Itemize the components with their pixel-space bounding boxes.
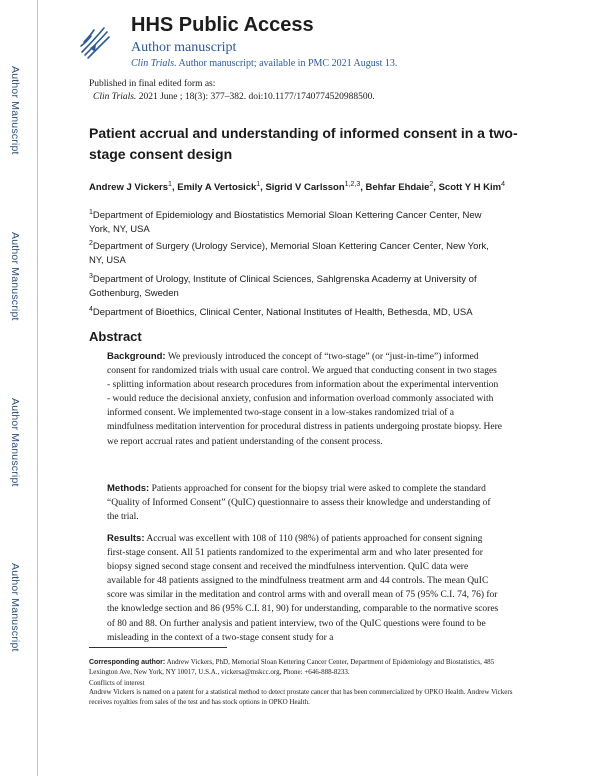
author-affiliation-sup: 1,2,3 [344, 181, 361, 188]
corresponding-label: Corresponding author: [89, 659, 166, 666]
side-label-author-manuscript: Author Manuscript [9, 232, 21, 321]
author-list [89, 178, 509, 195]
journal-name: Clin Trials. [131, 58, 177, 69]
published-label: Published in final edited form as: [89, 79, 216, 89]
citation-details: 2021 June ; 18(3): 377–382. doi:10.1177/1740774520988500. [138, 92, 375, 102]
conflicts-text: Andrew Vickers is named on a patent for a statistical method to detect prostate cancer that has been commercialized by OPKO Health. Andrew Vickers receives royalties from sales of the test and has stock options in OPKO Health. [89, 688, 513, 706]
hhs-public-access-title: HHS Public Access [131, 14, 314, 36]
affiliation [89, 303, 499, 320]
citation-line [89, 91, 375, 104]
article-title: Patient accrual and understanding of informed consent in a two-stage consent design [89, 125, 518, 162]
section-label: Methods: [107, 483, 150, 494]
author-separator: , [260, 182, 266, 194]
author-separator: , [171, 182, 178, 194]
side-label-author-manuscript: Author Manuscript [9, 66, 21, 155]
affiliation-text: Department of Epidemiology and Biostatistics Memorial Sloan Kettering Cancer Center, New York, NY, USA [89, 210, 482, 236]
footnote-divider [89, 647, 227, 648]
section-text: Accrual was excellent with 108 of 110 (98%) of patients approached for consent signing first-stage consent. All 51 patients randomized to the experimental arm and who later presented for biopsy signed second stage consent and received the mindfulness intervention. QuIC data were available for 48 patients assigned to the mindfulness treatment arm and 44 controls. The mean QuIC score was similar in the meditation and control arms with and overall mean of 75 (95% C.I. 74, 76) for the knowledge section and 86 (95% C.I. 81, 90) for understanding, comparable to the normative scores of 80 and 88. On further analysis and patient interview, two of the QuIC questions were found to be misleading in the context of a two-stage consent study for a [107, 534, 499, 643]
section-text: We previously introduced the concept of “two-stage” (or “just-in-time”) informed consent for randomized trials with usual care control. We argued that conducting consent in two stages - splitting information about research procedures from information about the experimental intervention - would reduce the decisional anxiety, confusion and information overload commonly associated with informed consent. We implemented two-stage consent in a low-stakes randomized trial of a mindfulness meditation intervention for procedural distress in patients undergoing prostate biopsy. Here we report accrual rates and patient understanding of the consent process. [107, 352, 502, 447]
abstract-heading: Abstract [89, 329, 142, 344]
author-name: Behfar Ehdaie [365, 182, 430, 194]
affiliation-sup: 4 [89, 306, 93, 313]
hhs-eagle-logo-icon [78, 22, 112, 62]
affiliation-text: Department of Bioethics, Clinical Center, National Institutes of Health, Bethesda, MD, USA [92, 307, 473, 319]
author-affiliation-sup: 1 [168, 181, 172, 188]
affiliation [89, 206, 499, 237]
author-affiliation-sup: 1 [256, 181, 261, 188]
author-name: Andrew J Vickers [89, 182, 169, 194]
citation-journal: Clin Trials. [93, 92, 137, 102]
side-label-author-manuscript: Author Manuscript [9, 563, 21, 652]
section-text: Patients approached for consent for the biopsy trial were asked to complete the standard “Quality of Informed Consent” (QuIC) questionnaire to assess their knowledge and understanding of the trial. [107, 484, 491, 523]
side-label-author-manuscript: Author Manuscript [9, 398, 21, 487]
corresponding-text: Andrew Vickers, PhD, Memorial Sloan Kettering Cancer Center, Department of Epidemiology and Biostatistics, 485 Lexington Ave, New York, NY 10017, U.S.A., vickersa@mskcc.org, Phone: +646-888-8233. [89, 658, 495, 676]
author-separator: , [360, 182, 366, 194]
affiliation-sup: 2 [89, 240, 93, 247]
availability-text: Author manuscript; available in PMC 2021 August 13. [178, 58, 398, 69]
author-affiliation-sup: 2 [429, 181, 434, 188]
author-affiliation-sup: 4 [501, 181, 505, 188]
author-separator: , [433, 182, 439, 194]
availability-line [131, 58, 397, 69]
margin-divider [37, 0, 38, 776]
affiliation-text: Department of Urology, Institute of Clinical Sciences, Sahlgrenska Academy at University of Gothenburg, Sweden [89, 274, 477, 300]
abstract-results [107, 532, 502, 645]
publication-info [89, 78, 375, 104]
corresponding-author-note [89, 658, 519, 677]
section-label: Background: [107, 351, 166, 362]
author-name: Emily A Vertosick [177, 182, 257, 194]
section-label: Results: [107, 533, 145, 544]
author-name: Sigrid V Carlsson [265, 182, 345, 194]
abstract-background [107, 350, 502, 449]
author-manuscript-subtitle: Author manuscript [131, 40, 237, 55]
affiliation [89, 270, 499, 301]
affiliation-text: Department of Surgery (Urology Service), Memorial Sloan Kettering Cancer Center, New York, NY, USA [89, 241, 489, 267]
author-name: Scott Y H Kim [438, 182, 502, 194]
conflicts-heading: Conflicts of interest [89, 679, 145, 687]
affiliation [89, 237, 499, 268]
affiliation-sup: 3 [89, 273, 93, 280]
abstract-methods [107, 482, 502, 524]
affiliation-sup: 1 [89, 209, 93, 216]
